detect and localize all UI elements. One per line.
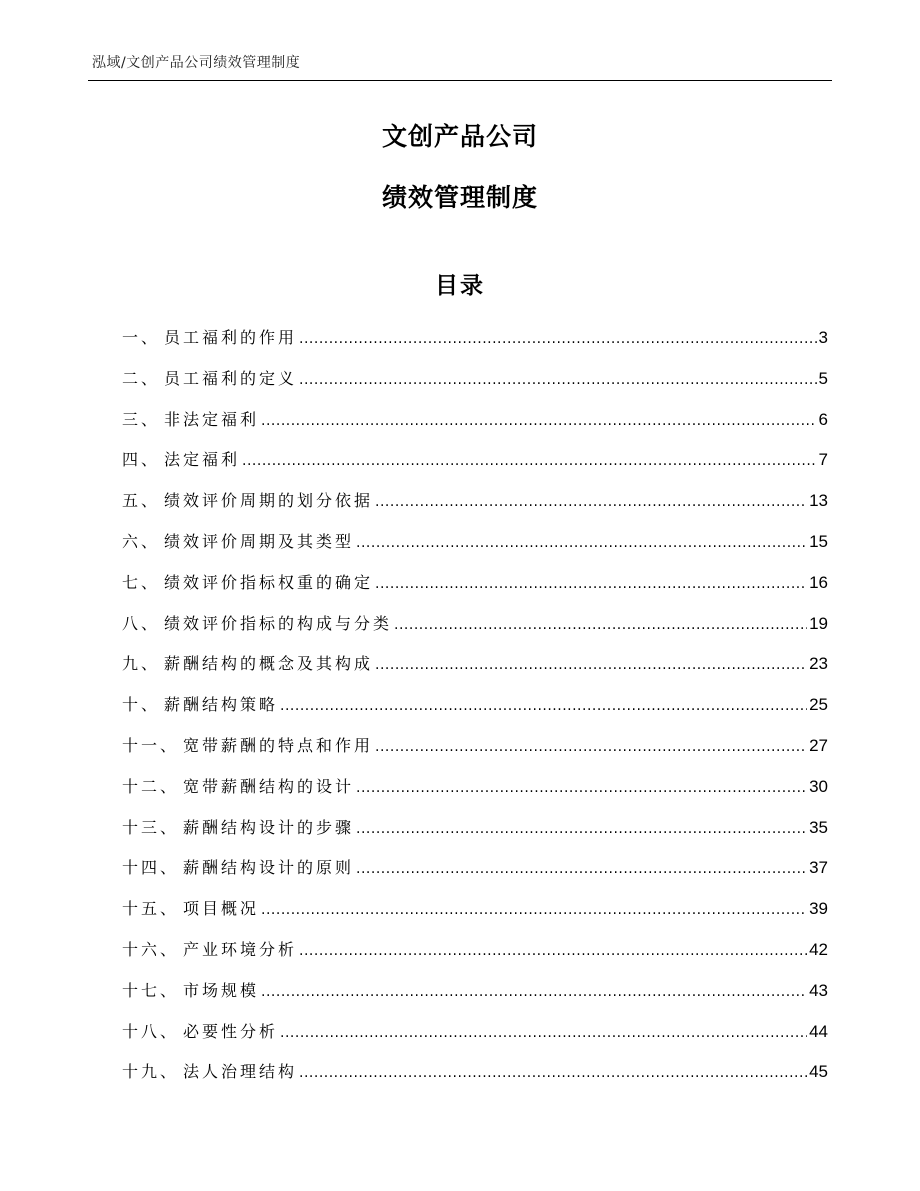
toc-entry-page: 43 — [809, 980, 828, 1000]
toc-dot-leader — [242, 441, 817, 482]
toc-entry-page: 25 — [809, 695, 828, 715]
toc-entry[interactable] — [122, 889, 828, 930]
toc-dot-leader — [280, 1013, 807, 1054]
toc-dot-leader — [356, 809, 807, 850]
toc-dot-leader — [261, 890, 807, 931]
toc-entry[interactable] — [122, 522, 828, 563]
toc-entry[interactable] — [122, 808, 828, 849]
document-subtitle: 绩效管理制度 — [381, 183, 538, 212]
toc-entry-title: 产业环境分析 — [183, 939, 298, 959]
toc-dot-leader — [261, 972, 807, 1013]
toc-entry-page: 15 — [809, 531, 828, 551]
toc-entry[interactable] — [122, 848, 828, 889]
toc-entry-number: 十、 — [122, 695, 161, 715]
toc-dot-leader — [375, 564, 807, 605]
toc-entry-title: 绩效评价周期的划分依据 — [164, 491, 374, 511]
toc-entry-number: 六、 — [122, 531, 161, 551]
toc-entry[interactable] — [122, 563, 828, 604]
toc-entry-page: 30 — [809, 776, 828, 796]
toc-entry-number: 十六、 — [122, 939, 180, 959]
toc-entry-page: 16 — [809, 572, 828, 592]
toc-entry-title: 宽带薪酬的特点和作用 — [183, 735, 374, 755]
toc-entry-number: 七、 — [122, 572, 161, 592]
toc-dot-leader — [375, 727, 807, 768]
toc-entry[interactable] — [122, 359, 828, 400]
toc-entry-number: 八、 — [122, 613, 161, 633]
toc-entry-page: 6 — [818, 409, 828, 429]
toc-entry-page: 23 — [809, 654, 828, 674]
toc-entry[interactable] — [122, 604, 828, 645]
toc-entry-page: 27 — [809, 735, 828, 755]
toc-dot-leader — [299, 319, 817, 360]
toc-entry-page: 19 — [809, 613, 828, 633]
toc-entry-page: 44 — [809, 1021, 828, 1041]
toc-entry-page: 45 — [809, 1062, 828, 1082]
toc-entry-title: 法人治理结构 — [183, 1062, 298, 1082]
toc-entry[interactable] — [122, 726, 828, 767]
toc-entry-title: 法定福利 — [164, 450, 241, 470]
toc-entry-page: 39 — [809, 899, 828, 919]
toc-entry-title: 非法定福利 — [164, 409, 260, 429]
toc-entry-title: 项目概况 — [183, 899, 260, 919]
table-of-contents — [122, 318, 828, 1093]
toc-entry-title: 市场规模 — [183, 980, 260, 1000]
toc-entry-title: 薪酬结构设计的步骤 — [183, 817, 355, 837]
toc-entry-number: 二、 — [122, 368, 161, 388]
toc-dot-leader — [299, 1053, 807, 1094]
toc-entry-page: 5 — [818, 368, 828, 388]
toc-dot-leader — [394, 605, 807, 646]
toc-dot-leader — [375, 482, 807, 523]
toc-dot-leader — [356, 849, 807, 890]
toc-entry[interactable] — [122, 685, 828, 726]
toc-entry[interactable] — [122, 971, 828, 1012]
toc-entry-title: 薪酬结构的概念及其构成 — [164, 654, 374, 674]
title-block — [0, 116, 920, 219]
toc-entry-number: 五、 — [122, 491, 161, 511]
toc-entry-title: 员工福利的作用 — [164, 328, 298, 347]
toc-entry-page: 3 — [818, 328, 828, 347]
toc-entry-title: 必要性分析 — [183, 1021, 279, 1041]
toc-entry-title: 绩效评价指标权重的确定 — [164, 572, 374, 592]
toc-entry-number: 四、 — [122, 450, 161, 470]
toc-entry-number: 十四、 — [122, 858, 180, 878]
toc-entry[interactable] — [122, 318, 828, 359]
toc-entry-number: 十七、 — [122, 980, 180, 1000]
toc-entry-title: 绩效评价指标的构成与分类 — [164, 613, 393, 633]
toc-entry-number: 十五、 — [122, 899, 180, 919]
toc-entry-number: 十二、 — [122, 776, 180, 796]
running-header: 泓域/文创产品公司绩效管理制度 — [92, 55, 301, 71]
toc-dot-leader — [356, 523, 807, 564]
toc-entry-page: 35 — [809, 817, 828, 837]
toc-entry-number: 十三、 — [122, 817, 180, 837]
toc-entry-title: 绩效评价周期及其类型 — [164, 531, 355, 551]
toc-dot-leader — [280, 686, 807, 727]
toc-entry-title: 薪酬结构设计的原则 — [183, 858, 355, 878]
toc-dot-leader — [375, 645, 807, 686]
toc-entry-title: 宽带薪酬结构的设计 — [183, 776, 355, 796]
toc-entry[interactable] — [122, 930, 828, 971]
toc-entry-title: 薪酬结构策略 — [164, 695, 279, 715]
toc-dot-leader — [261, 401, 817, 442]
toc-entry[interactable] — [122, 440, 828, 481]
toc-entry[interactable] — [122, 767, 828, 808]
toc-entry-page: 37 — [809, 858, 828, 878]
document-title: 文创产品公司 — [381, 122, 538, 151]
toc-entry[interactable] — [122, 1012, 828, 1053]
toc-entry-page: 13 — [809, 491, 828, 511]
toc-entry-number: 十八、 — [122, 1021, 180, 1041]
toc-entry[interactable] — [122, 1052, 828, 1093]
toc-entry-number: 九、 — [122, 654, 161, 674]
toc-dot-leader — [299, 360, 817, 401]
toc-entry-number: 三、 — [122, 409, 161, 429]
toc-dot-leader — [356, 768, 807, 809]
toc-entry[interactable] — [122, 481, 828, 522]
toc-entry-title: 员工福利的定义 — [164, 368, 298, 388]
toc-entry-page: 42 — [809, 939, 828, 959]
toc-entry[interactable] — [122, 644, 828, 685]
toc-entry-page: 7 — [818, 450, 828, 470]
toc-entry[interactable] — [122, 400, 828, 441]
toc-entry-number: 一、 — [122, 328, 161, 347]
toc-entry-number: 十九、 — [122, 1062, 180, 1082]
toc-entry-number: 十一、 — [122, 735, 180, 755]
toc-heading: 目录 — [435, 273, 485, 299]
header-rule — [88, 80, 832, 81]
toc-dot-leader — [299, 931, 807, 972]
